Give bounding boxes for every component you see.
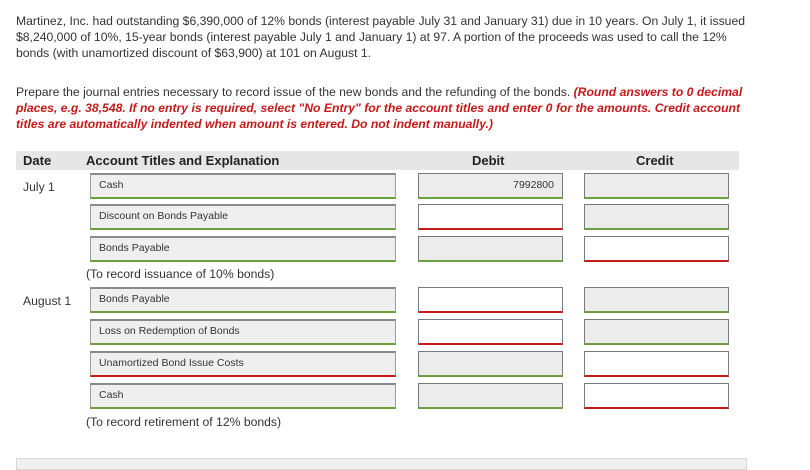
- header-debit: Debit: [472, 153, 505, 168]
- account-title-input[interactable]: Cash: [90, 173, 396, 199]
- entry-explanation: (To record retirement of 12% bonds): [86, 415, 282, 429]
- problem-statement: Martinez, Inc. had outstanding $6,390,000 of 12% bonds (interest payable July 31 and January 31) due in 10 years. On July 1, it issued $8,240,000 of 10%, 15-year bonds (interest payable July 1 and January 1) at 97. A portion of the proceeds was used to call the 12% bonds (with unamortized discount of $63,900) at 101 on August 1.: [16, 14, 745, 60]
- entry-date-july-1: July 1: [23, 180, 55, 194]
- entry-date-august-1: August 1: [23, 294, 72, 308]
- credit-amount-input[interactable]: [584, 173, 729, 199]
- credit-amount-input[interactable]: [584, 287, 729, 313]
- account-title-input[interactable]: Bonds Payable: [90, 236, 396, 262]
- account-title-input[interactable]: Bonds Payable: [90, 287, 396, 313]
- debit-amount-input[interactable]: [418, 287, 563, 313]
- instructions-plain: Prepare the journal entries necessary to record issue of the new bonds and the refunding of the bonds.: [16, 85, 574, 99]
- credit-amount-input[interactable]: [584, 383, 729, 409]
- credit-amount-input[interactable]: [584, 351, 729, 377]
- instructions-rounding-note: (Round answers to 0 decimal places, e.g. 38,548. If no entry is required, select "No Entry" for the account titles and enter 0 for the amounts. Credit account titles are automatically indented when amount is entered. Do not indent manually.): [16, 85, 743, 131]
- debit-amount-input[interactable]: [418, 236, 563, 262]
- credit-amount-input[interactable]: [584, 236, 729, 262]
- debit-amount-input[interactable]: [418, 383, 563, 409]
- entry-explanation: (To record issuance of 10% bonds): [86, 267, 275, 281]
- header-date: Date: [23, 153, 52, 168]
- right-margin: [758, 0, 810, 465]
- account-title-input[interactable]: Discount on Bonds Payable: [90, 204, 396, 230]
- credit-amount-input[interactable]: [584, 204, 729, 230]
- next-section-panel: [16, 458, 747, 470]
- header-account-titles: Account Titles and Explanation: [86, 153, 280, 168]
- debit-amount-input[interactable]: [418, 351, 563, 377]
- debit-amount-input[interactable]: [418, 204, 563, 230]
- account-title-input[interactable]: Unamortized Bond Issue Costs: [90, 351, 396, 377]
- account-title-input[interactable]: Loss on Redemption of Bonds: [90, 319, 396, 345]
- debit-amount-input[interactable]: 7992800: [418, 173, 563, 199]
- account-title-input[interactable]: Cash: [90, 383, 396, 409]
- journal-table-header: [16, 151, 739, 170]
- instructions: [16, 84, 751, 132]
- credit-amount-input[interactable]: [584, 319, 729, 345]
- debit-amount-input[interactable]: [418, 319, 563, 345]
- header-credit: Credit: [636, 153, 674, 168]
